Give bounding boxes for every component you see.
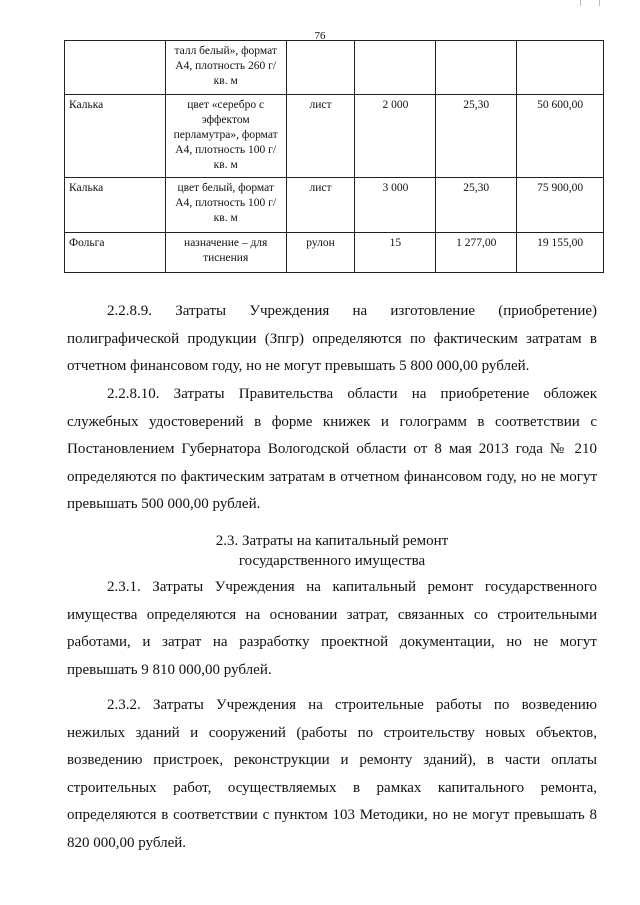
cell-quantity: 3 000 xyxy=(355,178,436,233)
section-heading-line-1: 2.3. Затраты на капитальный ремонт xyxy=(215,533,449,549)
cell-description: цвет белый, формат А4, плотность 100 г/кв. м xyxy=(165,178,286,233)
cell-name: Калька xyxy=(65,95,166,178)
cell-price xyxy=(436,41,517,95)
page-number: 76 xyxy=(314,30,326,42)
cell-quantity: 2 000 xyxy=(355,95,436,178)
cell-price: 1 277,00 xyxy=(436,233,517,273)
section-heading-line-2: государственного имущества xyxy=(238,553,426,569)
table-row xyxy=(65,41,604,95)
cell-quantity xyxy=(355,41,436,95)
paragraph-2-2-8-10: 2.2.8.10. Затраты Правительства области на приобретение обложек служебных удостоверений в форме книжек и голограмм в соответствии с Постановлением Губернатора Вологодской области от 8 мая 2013 года № 210 определяются по фактическим затратам в отчетном финансовом году, но не могут превышать 500 000,00 рублей. xyxy=(67,386,597,512)
cell-unit: лист xyxy=(286,178,355,233)
cell-total: 19 155,00 xyxy=(517,233,604,273)
paragraph-2-3-1: 2.3.1. Затраты Учреждения на капитальный ремонт государственного имущества определяются на основании затрат, связанных со строительными работами, и затрат на разработку проектной документации, но не могут превышать 9 810 000,00 рублей. xyxy=(67,579,597,678)
supplies-table xyxy=(64,40,604,273)
table-row xyxy=(65,95,604,178)
cell-total: 75 900,00 xyxy=(517,178,604,233)
cell-total: 50 600,00 xyxy=(517,95,604,178)
cell-total xyxy=(517,41,604,95)
cell-unit xyxy=(286,41,355,95)
paragraph-2-3-2: 2.3.2. Затраты Учреждения на строительные работы по возведению нежилых зданий и сооружений (работы по строительству новых объектов, возведению пристроек, реконструкции и ремонту зданий), в части оплаты строительных работ, осуществляемых в рамках капитального ремонта, определяются в соответствии с пунктом 103 Методики, но не могут превышать 8 820 000,00 рублей. xyxy=(67,697,597,851)
cell-name: Фольга xyxy=(65,233,166,273)
cell-price: 25,30 xyxy=(436,178,517,233)
scan-corner-mark xyxy=(580,0,600,6)
cell-description: талл белый», формат А4, плотность 260 г/кв. м xyxy=(165,41,286,95)
cell-name xyxy=(65,41,166,95)
cell-quantity: 15 xyxy=(355,233,436,273)
cell-name: Калька xyxy=(65,178,166,233)
cell-description: цвет «серебро с эффектом перламутра», формат А4, плотность 100 г/кв. м xyxy=(165,95,286,178)
cell-price: 25,30 xyxy=(436,95,517,178)
table-row xyxy=(65,233,604,273)
cell-unit: рулон xyxy=(286,233,355,273)
section-heading xyxy=(67,531,597,571)
paragraph-2-2-8-9: 2.2.8.9. Затраты Учреждения на изготовление (приобретение) полиграфической продукции (Зпгр) определяются по фактическим затратам в отчетном финансовом году, но не могут превышать 5 800 000,00 рублей. xyxy=(67,303,597,374)
cell-unit: лист xyxy=(286,95,355,178)
cell-description: назначение – для тиснения xyxy=(165,233,286,273)
table-row xyxy=(65,178,604,233)
